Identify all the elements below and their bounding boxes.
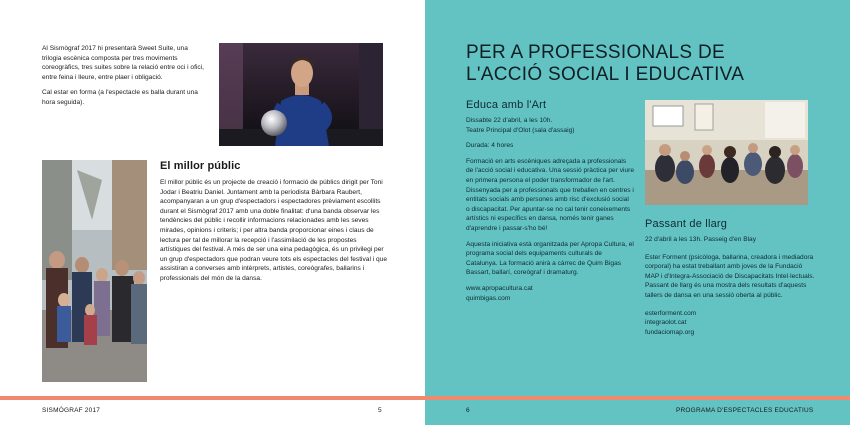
audience-photo — [42, 160, 147, 382]
intro-paragraph: Cal estar en forma (a l'espectacle es balla durant una hora seguida). — [42, 89, 198, 106]
dancer-photo — [219, 43, 383, 146]
footer-divider-right — [425, 396, 850, 400]
footer-title-left: SISMÒGRAF 2017 — [42, 407, 101, 414]
passant-link-integra[interactable]: integraolot.cat — [645, 319, 687, 327]
passant-link-map[interactable]: fundaciomap.org — [645, 328, 695, 336]
footer-divider-left — [0, 396, 425, 400]
page-number-left: 5 — [378, 407, 382, 414]
passant-description: Ester Forment (psicòloga, ballarina, creadora i mediadora corporal) ha estat treballant amb joves de la Fundació MAP i d'Integra-Associació de Discapacitats Intel·lectuals. Passant de llarg és una mostra dels resultats d'aquests tallers de dansa en una sessió oberta al públic. — [645, 253, 815, 299]
title-line-1: PER A PROFESSIONALS DE — [466, 42, 725, 63]
educa-duration: Durada: 4 hores — [466, 142, 514, 150]
passant-title: Passant de llarg — [645, 218, 728, 230]
passant-date: 22 d'abril a les 13h. Passeig d'en Blay — [645, 236, 757, 243]
intro-text — [42, 44, 207, 108]
educa-venue: Teatre Principal d'Olot (sala d'assaig) — [466, 126, 575, 134]
millor-public-section — [160, 160, 388, 284]
right-page-title — [466, 42, 806, 86]
passant-section — [645, 218, 815, 337]
workshop-photo — [645, 100, 808, 205]
intro-paragraph: Al Sismògraf 2017 hi presentarà Sweet Suite, una trilogia escènica composta per tres moviments coreogràfics, tres suites sobre la relació entre oci i ofici, entre feina i lleure, entre plaer i obligació. — [42, 45, 204, 81]
educa-description: Formació en arts escèniques adreçada a professionals de l'acció social i educativa. Una sessió pràctica per viure en primera persona el poder transformador de l'art. Dissenyada per a professionals que treballen en centres i entitats socials amb persones amb risc d'exclusió social o discapacitat. Per apuntar-se no cal tenir coneixements artístics ni específics en dansa, només tenir ganes d'aprendre i passar-s'ho bé! — [466, 157, 635, 232]
title-line-2: L'ACCIÓ SOCIAL I EDUCATIVA — [466, 64, 745, 85]
page-number-right: 6 — [466, 407, 470, 414]
educa-link-quimbigas[interactable]: quimbigas.com — [466, 294, 511, 302]
footer-title-right: PROGRAMA D'ESPECTACLES EDUCATIUS — [676, 407, 814, 414]
workshop-photo-illustration — [645, 100, 808, 205]
educa-title: Educa amb l'Art — [466, 99, 547, 111]
educa-date: Dissabte 22 d'abril, a les 10h. — [466, 117, 553, 124]
educa-section — [466, 99, 634, 303]
section-title: El millor públic — [160, 160, 241, 172]
section-body: El millor públic és un projecte de creació i formació de públics dirigit per Toni Jodar i Beatriu Daniel. Juntament amb la periodista Bàrbara Raubert, acompanyaran a un grup d'espectadors i espectadores prèviament escollits durant el Sismògraf 2017 amb una doble finalitat: d'una banda observar les tendències del públic i recollir informacions relacionades amb les seves mirades, opinions i criteris; i per altra banda proporcionar eines i claus de lectura per tal de millorar la recepció i l'assimilació de les propostes artístiques del festival. A més de ser una eina pedagògica, és un privilegi per un grup d'espectadors que podran veure tots els espectacles del festival i que assistiran a converses amb intèrprets, artistes, coreògrafes, ballarins i professionals del món de la dansa. — [160, 179, 388, 282]
audience-photo-illustration — [42, 160, 147, 382]
dancer-photo-illustration — [219, 43, 383, 146]
educa-organizer: Aquesta iniciativa està organitzada per Apropa Cultura, el programa social dels equipaments culturals de Catalunya. La formació anirà a càrrec de Quim Bigas Bassart, ballarí, coreògraf i dramaturg. — [466, 240, 634, 277]
educa-link-apropa[interactable]: www.apropacultura.cat — [466, 284, 533, 292]
passant-link-ester[interactable]: esterforment.com — [645, 309, 697, 317]
